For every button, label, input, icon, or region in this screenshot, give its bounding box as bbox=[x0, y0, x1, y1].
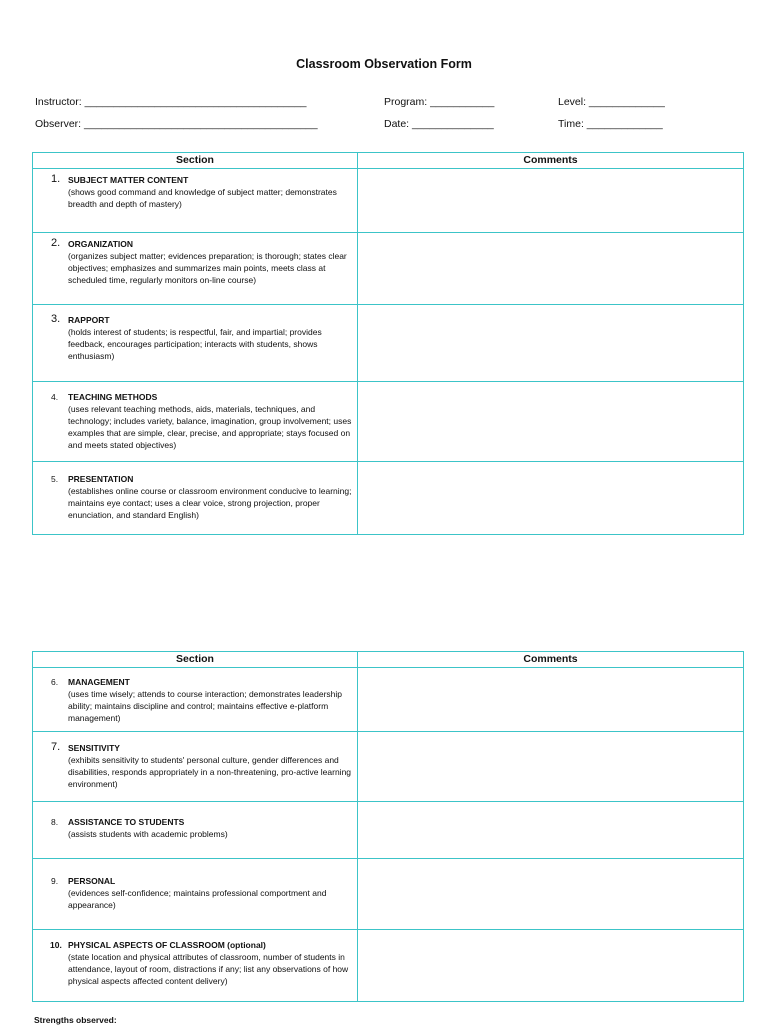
table-row bbox=[33, 802, 744, 859]
comments-field[interactable] bbox=[358, 802, 744, 859]
table-row bbox=[33, 859, 744, 930]
section-number: 1. bbox=[51, 173, 61, 185]
section-number: 6. bbox=[51, 677, 59, 687]
table-row bbox=[33, 382, 744, 462]
date-field: Date: ______________ bbox=[384, 118, 494, 130]
section-number: 2. bbox=[51, 237, 61, 249]
program-field: Program: ___________ bbox=[384, 96, 495, 108]
section-number: 3. bbox=[51, 313, 61, 325]
section-number: 4. bbox=[51, 392, 59, 402]
comments-field[interactable] bbox=[358, 668, 744, 732]
table-header-row bbox=[33, 153, 744, 169]
section-title: SUBJECT MATTER CONTENT bbox=[68, 175, 189, 185]
comments-field[interactable] bbox=[358, 462, 744, 535]
observation-table-2 bbox=[32, 651, 744, 1002]
instructor-field: Instructor: ______________________________________ bbox=[35, 96, 307, 108]
section-description: (state location and physical attributes of classroom, number of students in attendance, layout of room, distractions if any; list any observations of how physical aspects affected content delivery) bbox=[68, 952, 349, 986]
section-description: (evidences self-confidence; maintains professional comportment and appearance) bbox=[68, 888, 327, 910]
level-field: Level: _____________ bbox=[558, 96, 665, 108]
section-title: PERSONAL bbox=[68, 876, 116, 886]
comments-field[interactable] bbox=[358, 859, 744, 930]
section-cell bbox=[33, 732, 358, 802]
section-description: (organizes subject matter; evidences preparation; is thorough; states clear objectives; emphasizes and summarizes main points, meets class at scheduled time, regularly monitors on-line course) bbox=[68, 251, 347, 285]
section-description: (shows good command and knowledge of subject matter; demonstrates breadth and depth of mastery) bbox=[68, 187, 337, 209]
section-description: (assists students with academic problems) bbox=[68, 829, 228, 839]
section-header: Section bbox=[33, 652, 358, 668]
section-cell bbox=[33, 233, 358, 305]
section-cell bbox=[33, 802, 358, 859]
section-title: PHYSICAL ASPECTS OF CLASSROOM (optional) bbox=[68, 940, 266, 950]
section-title: MANAGEMENT bbox=[68, 677, 130, 687]
form-title: Classroom Observation Form bbox=[296, 57, 472, 71]
table-row bbox=[33, 732, 744, 802]
time-field: Time: _____________ bbox=[558, 118, 663, 130]
observation-table-1 bbox=[32, 152, 744, 535]
section-cell bbox=[33, 859, 358, 930]
comments-field[interactable] bbox=[358, 930, 744, 1002]
table-row bbox=[33, 930, 744, 1002]
section-description: (exhibits sensitivity to students' personal culture, gender differences and disabilities, responds appropriately in a non-threatening, pro-active learning environment) bbox=[68, 755, 352, 789]
comments-field[interactable] bbox=[358, 305, 744, 382]
section-number: 8. bbox=[51, 817, 59, 827]
section-cell bbox=[33, 169, 358, 233]
section-title: TEACHING METHODS bbox=[68, 392, 158, 402]
observer-field: Observer: ________________________________________ bbox=[35, 118, 318, 130]
section-cell bbox=[33, 305, 358, 382]
section-number: 5. bbox=[51, 474, 59, 484]
comments-field[interactable] bbox=[358, 233, 744, 305]
section-description: (uses relevant teaching methods, aids, materials, techniques, and technology; includes variety, balance, imagination, group involvement; uses examples that are simple, clear, precise, and appropriate; stays focused on and meets stated objectives) bbox=[68, 404, 352, 450]
comments-header: Comments bbox=[358, 153, 744, 169]
section-number: 10. bbox=[50, 940, 62, 950]
table-row bbox=[33, 233, 744, 305]
section-title: ASSISTANCE TO STUDENTS bbox=[68, 817, 185, 827]
section-number: 9. bbox=[51, 876, 59, 886]
section-cell bbox=[33, 930, 358, 1002]
comments-field[interactable] bbox=[358, 732, 744, 802]
section-cell bbox=[33, 668, 358, 732]
table-row bbox=[33, 169, 744, 233]
section-title: PRESENTATION bbox=[68, 474, 134, 484]
section-number: 7. bbox=[51, 741, 61, 753]
section-description: (uses time wisely; attends to course interaction; demonstrates leadership ability; maintains discipline and control; maintains effective e-platform management) bbox=[68, 689, 343, 723]
section-description: (holds interest of students; is respectful, fair, and impartial; provides feedback, encourages participation; interacts with students, shows enthusiasm) bbox=[68, 327, 322, 361]
section-description: (establishes online course or classroom environment conducive to learning; maintains eye contact; uses a clear voice, strong projection, proper enunciation, and standard English) bbox=[68, 486, 352, 520]
table-row bbox=[33, 305, 744, 382]
table-row bbox=[33, 668, 744, 732]
table-row bbox=[33, 462, 744, 535]
section-cell bbox=[33, 382, 358, 462]
strengths-observed-label: Strengths observed: bbox=[34, 1015, 117, 1025]
comments-field[interactable] bbox=[358, 169, 744, 233]
section-title: RAPPORT bbox=[68, 315, 110, 325]
comments-header: Comments bbox=[358, 652, 744, 668]
section-title: ORGANIZATION bbox=[68, 239, 134, 249]
comments-field[interactable] bbox=[358, 382, 744, 462]
table-header-row bbox=[33, 652, 744, 668]
section-cell bbox=[33, 462, 358, 535]
section-header: Section bbox=[33, 153, 358, 169]
section-title: SENSITIVITY bbox=[68, 743, 120, 753]
